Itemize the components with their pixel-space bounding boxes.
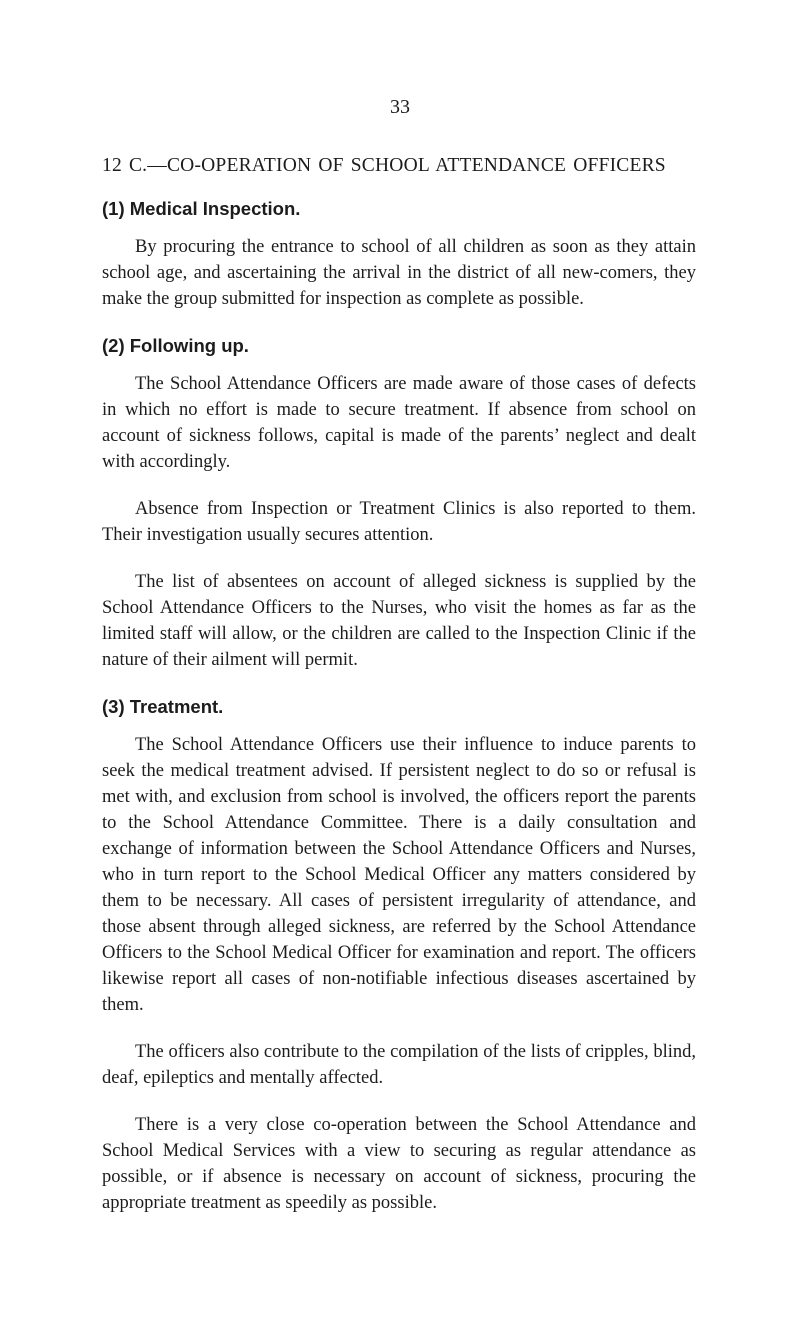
paragraph: Absence from Inspection or Treatment Clinics is also reported to them. Their investigation usually secures attention. [102, 499, 696, 545]
paragraph: The list of absentees on account of alleged sickness is supplied by the School Attendance Officers to the Nurses, who visit the homes as far as the limited staff will allow, or the children are called to the Inspection Clinic if the nature of their ailment will permit. [102, 572, 696, 670]
section-heading: (3) Treatment. [102, 696, 224, 717]
paragraph: By procuring the entrance to school of all children as soon as they attain school age, and ascertaining the arrival in the district of all new-comers, they make the group submitted for inspection as complete as possible. [102, 237, 696, 309]
document-body [102, 154, 696, 1237]
paragraph: The School Attendance Officers are made aware of those cases of defects in which no effort is made to secure treatment. If absence from school on account of sickness follows, capital is made of the parents’ neglect and dealt with accordingly. [102, 374, 696, 472]
section-treatment [102, 694, 696, 1216]
main-heading: 12 C.—CO-OPERATION OF SCHOOL ATTENDANCE OFFICERS [102, 155, 666, 176]
paragraph: There is a very close co-operation between the School Attendance and School Medical Services with a view to securing as regular attendance as possible, or if absence is necessary on account of sickness, procuring the appropriate treatment as speedily as possible. [102, 1115, 696, 1213]
page-number: 33 [390, 96, 410, 118]
section-following-up [102, 333, 696, 673]
paragraph: The officers also contribute to the compilation of the lists of cripples, blind, deaf, epileptics and mentally affected. [102, 1042, 696, 1088]
section-heading: (2) Following up. [102, 335, 249, 356]
paragraph: The School Attendance Officers use their influence to induce parents to seek the medical treatment advised. If persistent neglect to do so or refusal is met with, and exclusion from school is involved, the officers report the parents to the School Attendance Committee. There is a daily consultation and exchange of information between the School Attendance Officers and Nurses, who in turn report to the School Medical Officer any matters considered by them to be necessary. All cases of persistent irregularity of attendance, and those absent through alleged sickness, are referred by the School Attendance Officers to the School Medical Officer for examination and report. The officers likewise report all cases of non-notifiable infectious diseases ascertained by them. [102, 735, 696, 1015]
section-heading: (1) Medical Inspection. [102, 198, 301, 219]
section-medical-inspection [102, 196, 696, 312]
